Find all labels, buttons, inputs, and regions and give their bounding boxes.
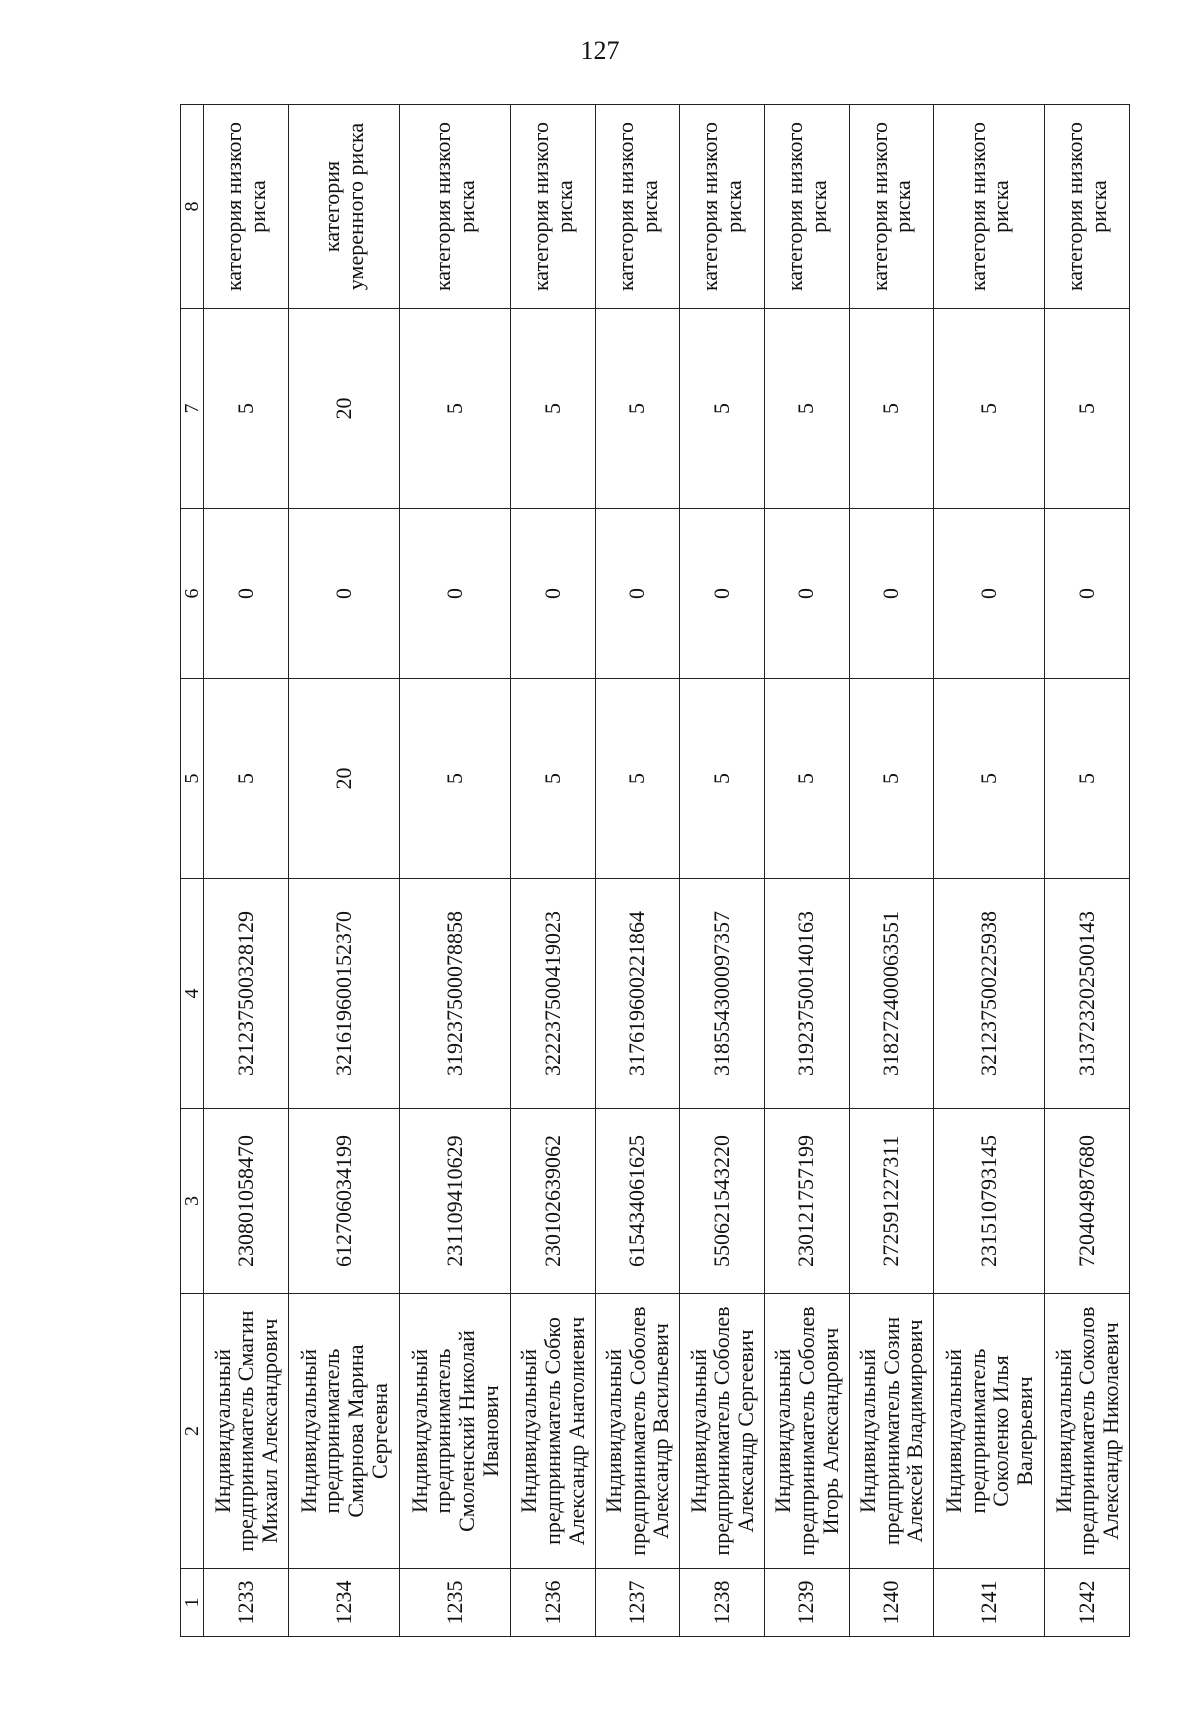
row-number: 1235 — [400, 1569, 511, 1637]
col7-cell: 5 — [1045, 309, 1130, 509]
risk-category: категория низкого риска — [680, 105, 765, 309]
header-cell-6: 6 — [181, 509, 204, 679]
ogrnip-cell: 319237500078858 — [400, 879, 511, 1109]
row-number: 1241 — [934, 1569, 1045, 1637]
col6-cell: 0 — [934, 509, 1045, 679]
inn-cell: 230801058470 — [204, 1109, 289, 1294]
risk-category: категория умеренного риска — [289, 105, 400, 309]
entrepreneur-name: Индивидуальный предприниматель Соболев Игорь Александрович — [764, 1294, 849, 1569]
col5-cell: 5 — [849, 679, 934, 879]
col6-cell: 0 — [400, 509, 511, 679]
col7-cell: 5 — [400, 309, 511, 509]
col5-cell: 5 — [764, 679, 849, 879]
row-number: 1238 — [680, 1569, 765, 1637]
col5-cell: 5 — [934, 679, 1045, 879]
table-row — [934, 105, 1045, 1637]
table-row — [204, 105, 289, 1637]
col7-cell: 5 — [764, 309, 849, 509]
risk-category: категория низкого риска — [511, 105, 596, 309]
col6-cell: 0 — [849, 509, 934, 679]
row-number: 1240 — [849, 1569, 934, 1637]
inn-cell: 612706034199 — [289, 1109, 400, 1294]
entrepreneur-name: Индивидуальный предприниматель Соболев Александр Васильевич — [595, 1294, 680, 1569]
row-number: 1236 — [511, 1569, 596, 1637]
risk-category: категория низкого риска — [204, 105, 289, 309]
table-row — [595, 105, 680, 1637]
registry-table — [180, 104, 1130, 1637]
col6-cell: 0 — [764, 509, 849, 679]
col5-cell: 5 — [511, 679, 596, 879]
entrepreneur-name: Индивидуальный предприниматель Созин Алексей Владимирович — [849, 1294, 934, 1569]
row-number: 1237 — [595, 1569, 680, 1637]
col5-cell: 20 — [289, 679, 400, 879]
inn-cell: 231109410629 — [400, 1109, 511, 1294]
ogrnip-cell: 317619600221864 — [595, 879, 680, 1109]
col6-cell: 0 — [680, 509, 765, 679]
table-header — [181, 105, 204, 1637]
table-row — [400, 105, 511, 1637]
entrepreneur-name: Индивидуальный предприниматель Смоленский Николай Иванович — [400, 1294, 511, 1569]
ogrnip-cell: 321237500328129 — [204, 879, 289, 1109]
risk-category: категория низкого риска — [400, 105, 511, 309]
risk-category: категория низкого риска — [934, 105, 1045, 309]
registry-table-rotated — [180, 105, 1130, 1637]
inn-cell: 230102639062 — [511, 1109, 596, 1294]
col7-cell: 20 — [289, 309, 400, 509]
header-cell-7: 7 — [181, 309, 204, 509]
row-number: 1239 — [764, 1569, 849, 1637]
table-body — [204, 105, 1130, 1637]
table-row — [764, 105, 849, 1637]
header-cell-3: 3 — [181, 1109, 204, 1294]
table-row — [289, 105, 400, 1637]
entrepreneur-name: Индивидуальный предприниматель Смагин Михаил Александрович — [204, 1294, 289, 1569]
ogrnip-cell: 318554300097357 — [680, 879, 765, 1109]
ogrnip-cell: 321619600152370 — [289, 879, 400, 1109]
col6-cell: 0 — [289, 509, 400, 679]
inn-cell: 720404987680 — [1045, 1109, 1130, 1294]
entrepreneur-name: Индивидуальный предприниматель Соколов Александр Николаевич — [1045, 1294, 1130, 1569]
table-row — [1045, 105, 1130, 1637]
col5-cell: 5 — [204, 679, 289, 879]
header-cell-5: 5 — [181, 679, 204, 879]
ogrnip-cell: 319237500140163 — [764, 879, 849, 1109]
col5-cell: 5 — [680, 679, 765, 879]
table-row — [680, 105, 765, 1637]
ogrnip-cell: 313723202500143 — [1045, 879, 1130, 1109]
entrepreneur-name: Индивидуальный предприниматель Смирнова Марина Сергеевна — [289, 1294, 400, 1569]
inn-cell: 615434061625 — [595, 1109, 680, 1294]
col5-cell: 5 — [400, 679, 511, 879]
inn-cell: 230121757199 — [764, 1109, 849, 1294]
risk-category: категория низкого риска — [1045, 105, 1130, 309]
col6-cell: 0 — [204, 509, 289, 679]
row-number: 1234 — [289, 1569, 400, 1637]
entrepreneur-name: Индивидуальный предприниматель Соколенко Илья Валерьевич — [934, 1294, 1045, 1569]
col5-cell: 5 — [1045, 679, 1130, 879]
page-number: 127 — [580, 36, 620, 65]
entrepreneur-name: Индивидуальный предприниматель Собко Александр Анатолиевич — [511, 1294, 596, 1569]
ogrnip-cell: 318272400063551 — [849, 879, 934, 1109]
col6-cell: 0 — [511, 509, 596, 679]
header-cell-1: 1 — [181, 1569, 204, 1637]
table-row — [511, 105, 596, 1637]
col5-cell: 5 — [595, 679, 680, 879]
col7-cell: 5 — [934, 309, 1045, 509]
ogrnip-cell: 322237500419023 — [511, 879, 596, 1109]
inn-cell: 550621543220 — [680, 1109, 765, 1294]
row-number: 1233 — [204, 1569, 289, 1637]
header-cell-4: 4 — [181, 879, 204, 1109]
risk-category: категория низкого риска — [595, 105, 680, 309]
header-cell-2: 2 — [181, 1294, 204, 1569]
inn-cell: 231510793145 — [934, 1109, 1045, 1294]
risk-category: категория низкого риска — [764, 105, 849, 309]
col7-cell: 5 — [595, 309, 680, 509]
ogrnip-cell: 321237500225938 — [934, 879, 1045, 1109]
col7-cell: 5 — [511, 309, 596, 509]
risk-category: категория низкого риска — [849, 105, 934, 309]
row-number: 1242 — [1045, 1569, 1130, 1637]
col7-cell: 5 — [680, 309, 765, 509]
header-row — [181, 105, 204, 1637]
header-cell-8: 8 — [181, 105, 204, 309]
col7-cell: 5 — [204, 309, 289, 509]
entrepreneur-name: Индивидуальный предприниматель Соболев Александр Сергеевич — [680, 1294, 765, 1569]
table-row — [849, 105, 934, 1637]
inn-cell: 272591227311 — [849, 1109, 934, 1294]
col6-cell: 0 — [595, 509, 680, 679]
col6-cell: 0 — [1045, 509, 1130, 679]
col7-cell: 5 — [849, 309, 934, 509]
